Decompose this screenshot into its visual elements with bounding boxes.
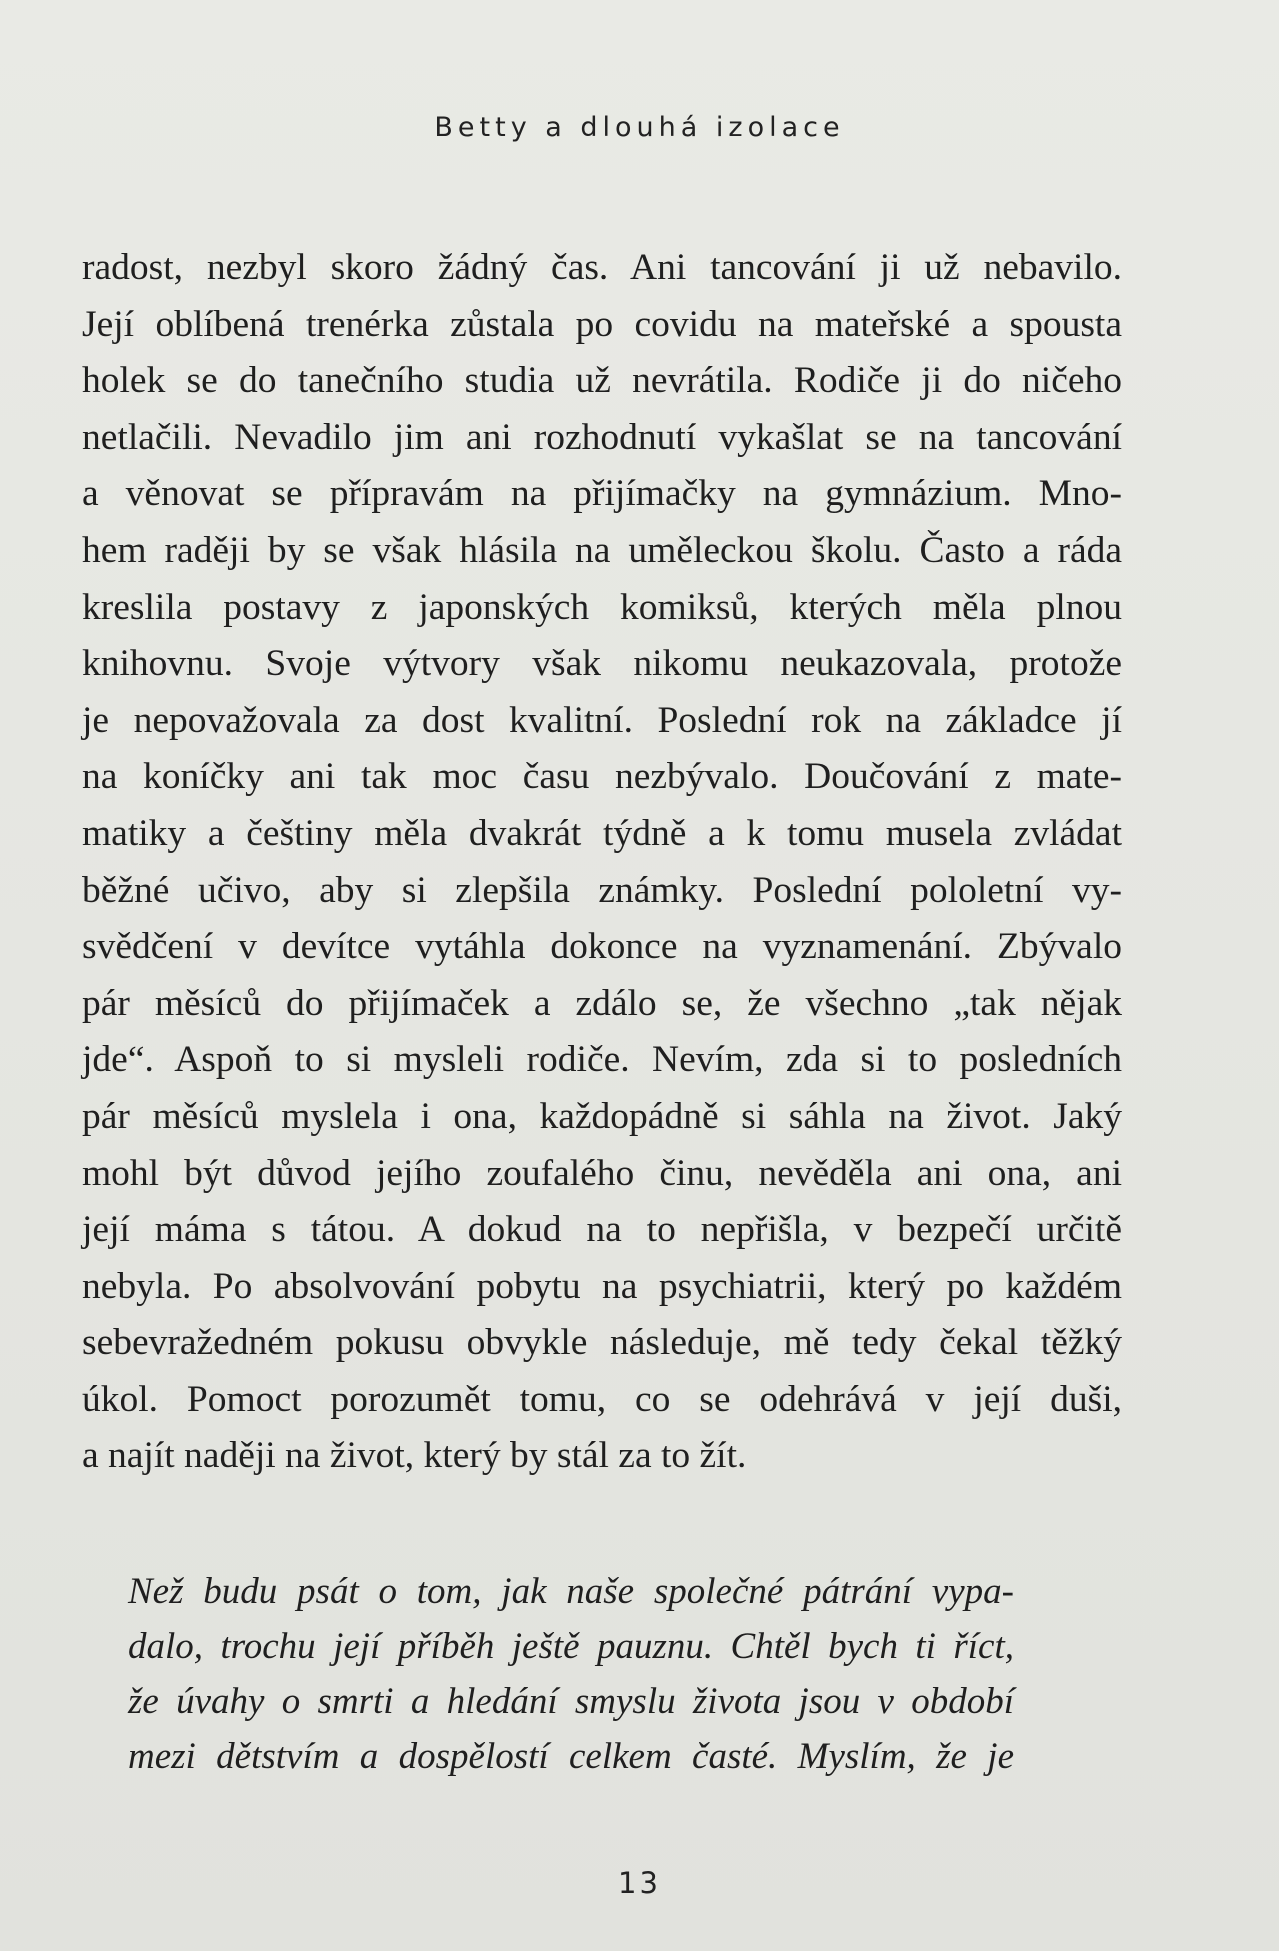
text-line: úkol. Pomoct porozumět tomu, co se odehrává v její duši, [82, 1378, 1122, 1420]
text-line: jde“. Aspoň to si mysleli rodiče. Nevím, zda si to posledních [82, 1039, 1122, 1081]
text-line: je nepovažovala za dost kvalitní. Poslední rok na základce jí [82, 699, 1122, 741]
running-header: Betty a dlouhá izolace [434, 112, 845, 143]
text-line: matiky a češtiny měla dvakrát týdně a k tomu musela zvládat [82, 812, 1122, 854]
text-line: netlačili. Nevadilo jim ani rozhodnutí vykašlat se na tancování [82, 416, 1122, 458]
page-number: 13 [618, 1866, 661, 1900]
italic-line: dalo, trochu její příběh ještě pauznu. Chtěl bych ti říct, [128, 1626, 1014, 1667]
italic-line: Než budu psát o tom, jak naše společné pátrání vypa- [128, 1571, 1014, 1612]
text-line: nebyla. Po absolvování pobytu na psychiatrii, který po každém [82, 1265, 1122, 1307]
text-line: pár měsíců do přijímaček a zdálo se, že všechno „tak nějak [82, 982, 1122, 1024]
text-line: pár měsíců myslela i ona, každopádně si sáhla na život. Jaký [82, 1095, 1122, 1137]
italic-line: mezi dětstvím a dospělostí celkem časté. Myslím, že je [128, 1736, 1014, 1777]
italic-line: že úvahy o smrti a hledání smyslu života jsou v období [128, 1681, 1014, 1722]
text-line: knihovnu. Svoje výtvory však nikomu neukazovala, protože [82, 643, 1122, 685]
text-line: svědčení v devítce vytáhla dokonce na vyznamenání. Zbývalo [82, 926, 1122, 968]
text-line: holek se do tanečního studia už nevrátila. Rodiče ji do ničeho [82, 360, 1122, 402]
text-line: na koníčky ani tak moc času nezbývalo. Doučování z mate- [82, 756, 1122, 798]
text-line: a najít naději na život, který by stál za to žít. [82, 1435, 747, 1477]
text-line: hem raději by se však hlásila na uměleckou školu. Často a ráda [82, 529, 1122, 571]
text-line: běžné učivo, aby si zlepšila známky. Poslední pololetní vy- [82, 869, 1122, 911]
text-line: její máma s tátou. A dokud na to nepřišla, v bezpečí určitě [82, 1209, 1122, 1251]
main-text-block [82, 240, 1122, 1485]
text-line: sebevražedném pokusu obvykle následuje, mě tedy čekal těžký [82, 1322, 1122, 1364]
text-line: a věnovat se přípravám na přijímačky na gymnázium. Mno- [82, 473, 1122, 515]
text-line: kreslila postavy z japonských komiksů, kterých měla plnou [82, 586, 1122, 628]
italic-aside-block [128, 1564, 1014, 1784]
text-line: Její oblíbená trenérka zůstala po covidu na mateřské a spousta [82, 303, 1122, 345]
text-line: mohl být důvod jejího zoufalého činu, nevěděla ani ona, ani [82, 1152, 1122, 1194]
text-line: radost, nezbyl skoro žádný čas. Ani tancování ji už nebavilo. [82, 247, 1122, 288]
